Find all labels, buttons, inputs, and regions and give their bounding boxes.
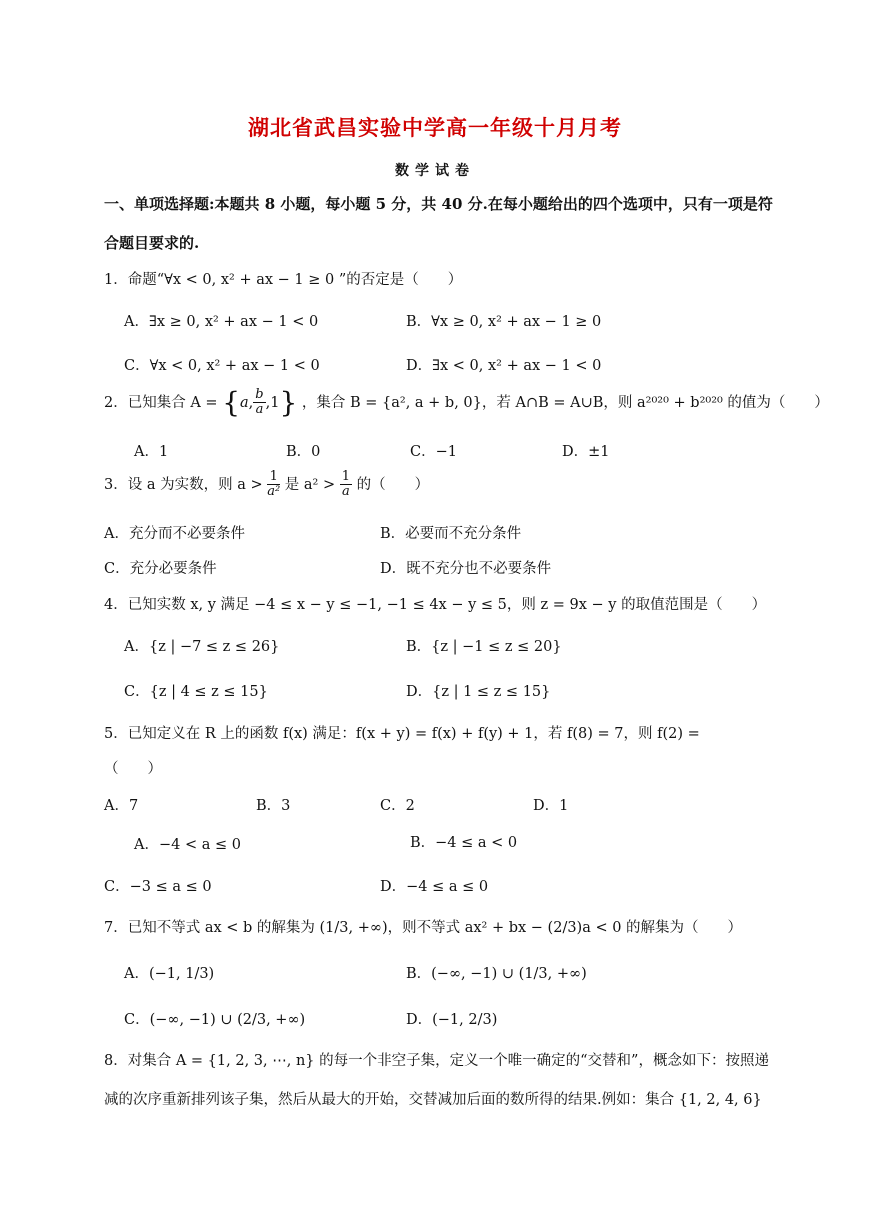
question-4-option-b: B．{z | −1 ≤ z ≤ 20} <box>406 639 562 655</box>
question-5-option-b: B．3 <box>256 798 291 814</box>
question-2-stem-pre: 2．已知集合 A = <box>104 394 218 411</box>
question-6-option-c: C．−3 ≤ a ≤ 0 <box>104 879 212 895</box>
question-7-stem: 7．已知不等式 ax < b 的解集为 (1/3, +∞)，则不等式 ax² + bx − (2/3)a < 0 的解集为（ ） <box>104 920 743 936</box>
section-heading-line2: 合题目要求的. <box>104 234 200 252</box>
question-2-option-a: A．1 <box>134 444 169 460</box>
question-2-stem: 2．已知集合 A = {a, $\frac{b}{a}$ ,1} ，集合 B = {a², a + b, 0}，若 A∩B = A∪B，则 a²⁰²⁰ + b²⁰²⁰ 的值为（ ） <box>104 385 829 419</box>
question-2-stem-mid: ，集合 B = {a², a + b, 0}，若 A∩B = A∪B，则 a²⁰²⁰ + b²⁰²⁰ 的值为（ ） <box>301 394 829 411</box>
question-2-option-b: B．0 <box>286 444 321 460</box>
question-3-option-d: D．既不充分也不必要条件 <box>380 561 552 577</box>
question-7-option-d: D．(−1, 2/3) <box>406 1012 498 1028</box>
question-3-stem <box>104 470 429 500</box>
question-4-option-d: D．{z | 1 ≤ z ≤ 15} <box>406 684 551 700</box>
question-8-line1: 8．对集合 A = {1, 2, 3, ⋯, n} 的每一个非空子集，定义一个唯一确定的“交替和”，概念如下：按照递 <box>104 1053 769 1069</box>
question-1-option-b: B．∀x ≥ 0, x² + ax − 1 ≥ 0 <box>406 314 602 330</box>
question-7-option-c: C．(−∞, −1) ∪ (2/3, +∞) <box>124 1012 306 1028</box>
question-1-stem: 1．命题“∀x < 0, x² + ax − 1 ≥ 0 ”的否定是（ ） <box>104 272 463 288</box>
question-2-option-c: C．−1 <box>410 444 457 460</box>
question-4-option-c: C．{z | 4 ≤ z ≤ 15} <box>124 684 268 700</box>
question-6-option-d: D．−4 ≤ a ≤ 0 <box>380 879 489 895</box>
question-3-stem-pre: 3．设 a 为实数，则 a > <box>104 476 263 493</box>
question-3-option-a: A．充分而不必要条件 <box>104 526 245 542</box>
brace-close: } <box>279 385 298 419</box>
question-2-option-d: D．±1 <box>562 444 610 460</box>
question-6-option-a: A．−4 < a ≤ 0 <box>134 837 241 853</box>
exam-title: 湖北省武昌实验中学高一年级十月月考 <box>248 115 622 140</box>
question-3-stem-post: 的（ ） <box>356 476 430 493</box>
question-1-option-a: A．∃x ≥ 0, x² + ax − 1 < 0 <box>124 314 319 330</box>
brace-open: { <box>222 385 241 419</box>
question-4-option-a: A．{z | −7 ≤ z ≤ 26} <box>124 639 280 655</box>
fraction-1-over-a: $\frac{1}{a}$ <box>341 469 351 500</box>
question-4-stem: 4．已知实数 x, y 满足 −4 ≤ x − y ≤ −1, −1 ≤ 4x − y ≤ 5，则 z = 9x − y 的取值范围是（ ） <box>104 597 767 613</box>
question-8-line2: 减的次序重新排列该子集，然后从最大的开始，交替减加后面的数所得的结果.例如：集合 {1, 2, 4, 6} <box>104 1092 762 1108</box>
section-heading-line1: 一、单项选择题:本题共 8 小题，每小题 5 分，共 40 分.在每小题给出的四个选项中，只有一项是符 <box>104 195 773 213</box>
question-5-paren: （ ） <box>104 761 162 777</box>
question-5-option-c: C．2 <box>380 798 415 814</box>
question-6-option-b: B．−4 ≤ a < 0 <box>410 835 518 851</box>
question-3-option-b: B．必要而不充分条件 <box>380 526 522 542</box>
exam-subtitle: 数学试卷 <box>395 163 475 179</box>
question-1-option-d: D．∃x < 0, x² + ax − 1 < 0 <box>406 358 602 374</box>
question-5-stem: 5．已知定义在 R 上的函数 f(x) 满足：f(x + y) = f(x) + f(y) + 1，若 f(8) = 7，则 f(2) = <box>104 726 700 742</box>
question-5-option-d: D．1 <box>533 798 569 814</box>
question-1-option-c: C．∀x < 0, x² + ax − 1 < 0 <box>124 358 320 374</box>
question-3-stem-mid: 是 a² > <box>284 476 336 493</box>
question-3-option-c: C．充分必要条件 <box>104 561 217 577</box>
question-5-option-a: A．7 <box>104 798 139 814</box>
fraction-1-over-a2: $\frac{1}{\text{a²}}$ <box>267 469 281 500</box>
fraction-b-over-a: $\frac{b}{a}$ <box>255 387 264 418</box>
question-7-option-a: A．(−1, 1/3) <box>124 966 215 982</box>
question-7-option-b: B．(−∞, −1) ∪ (1/3, +∞) <box>406 966 587 982</box>
